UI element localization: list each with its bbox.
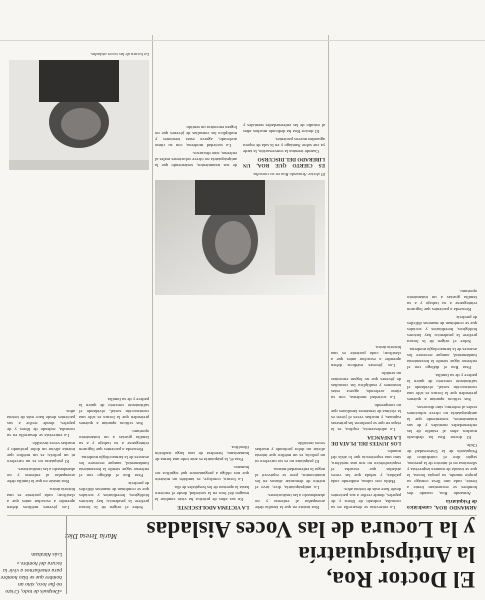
subhead-a: ARMANDO ROA, catedrático de Psiquiatría bbox=[407, 498, 477, 510]
column-6-paragraph-3: El psiquiatra no es un carcelero ni un policía; es un médico que intenta aliviar un dolor profundo y muchas veces invisible. bbox=[7, 441, 75, 464]
photo-group bbox=[9, 60, 149, 170]
column-2-paragraph-2: Habla con calma, midiendo cada palabra, y señala que las voces aisladas que escucha el esquizofrénico no son una metáfora, sino una experiencia que lo aísla del mundo. bbox=[331, 449, 401, 484]
epigraph-box bbox=[0, 516, 67, 594]
column-3-paragraph-2: La antipsiquiatría, dice, tuvo el mérito de denunciar abusos en los manicomios, pero se equivocó al negar la enfermedad misma. bbox=[255, 467, 325, 490]
title-line-2: la Antipsiquiatría bbox=[298, 542, 475, 567]
column-2-paragraph-3: La adolescencia, explica, es la etapa en que se producen las primeras rupturas, y muchas veces el joven es la víctima de tensiones familiares que no comprende. bbox=[331, 403, 401, 432]
title-line-3: y la Locura de las Voces Aisladas bbox=[146, 517, 475, 542]
photo-portrait bbox=[155, 180, 325, 295]
column-1-paragraph-3: Sus críticas apuntan a quienes pretenden que la locura es sólo una construcción social, olvidando el sufrimiento concreto de quien la padece y de su familia. bbox=[407, 373, 477, 402]
text-column-6 bbox=[7, 175, 75, 510]
column-5-paragraph-2: Para Roa el diálogo con el enfermo sigue siendo la herramienta fundamental, aunque reconoce los avances de la farmacología moderna. bbox=[79, 455, 149, 478]
text-column-lower bbox=[155, 33, 325, 168]
text-column-1 bbox=[407, 30, 477, 510]
column-1-paragraph-2: El doctor Roa ha dedicado muchos años al estudio de las enfermedades mentales y de sus tratamientos, sosteniendo que la antipsiquiatría no ofrece soluciones reales al enfermo, sino discursos. bbox=[407, 405, 477, 440]
subhead-b: LA VÍCTIMA ADOLESCENTE bbox=[177, 504, 249, 510]
article-author: María Teresa Díez bbox=[65, 532, 117, 540]
article-title bbox=[75, 517, 475, 592]
lower-paragraph-3: La sociedad moderna, con su ritmo acelerado, agrava estas tensiones y multiplica las consultas de jóvenes que no logran encontrar un sentido. bbox=[155, 125, 237, 148]
subhead-d: ES CIERTO QUE ROA, UN LIBERADO DEL DISCURSO bbox=[243, 156, 325, 168]
text-column-2 bbox=[331, 30, 401, 510]
column-6-paragraph-4: La entrevista se desarrolla en su consulta, rodeado de libros y de papeles, donde recibe a sus pacientes desde hace más de treinta años. bbox=[7, 409, 75, 438]
column-5-paragraph-1: Sobre el origen de la locura prefiere la prudencia: hay factores biológicos, hereditarios y sociales que se combinan de maneras difíciles de predecir. bbox=[79, 481, 149, 510]
lower-paragraph-2: El doctor Roa ha dedicado muchos años al estudio de las enfermedades mentales y de sus tratamientos, sosteniendo que la antipsiquiatría no ofrece soluciones reales al enfermo, sino discursos. bbox=[155, 123, 325, 168]
column-rule-2 bbox=[152, 35, 153, 510]
column-5-paragraph-4: Sus críticas apuntan a quienes pretenden que la locura es sólo una construcción social, olvidando el sufrimiento concreto de quien la padece y de su familia. bbox=[79, 397, 149, 426]
column-4-paragraph-2: La locura, concluye, es también un misterio que nos obliga a preguntarnos qué significa ser humano. bbox=[155, 465, 249, 482]
lower-paragraph-1: Cuando termina la conversación, la tarde ya cae sobre Santiago y en la sala de espera aguardan nuevos pacientes. bbox=[243, 137, 325, 154]
column-4-paragraph-1: En sus años de práctica ha visto cambiar la imagen del loco en la sociedad, desde el encierro hasta la apertura de los hospitales de día. bbox=[155, 485, 249, 502]
column-6-paragraph-1: Los jóvenes médicos deben aprender a escuchar antes que a clasificar; cada paciente es una historia única. bbox=[7, 487, 75, 510]
column-3-paragraph-3: El psiquiatra no es un carcelero ni un policía; es un médico que intenta aliviar un dolor profundo y muchas veces invisible. bbox=[255, 441, 325, 464]
photo-portrait-caption: El doctor Armando Roa en su consulta. bbox=[252, 172, 325, 177]
photo-group-caption: La locura de las voces aisladas. bbox=[90, 52, 149, 57]
column-2-paragraph-5: Los jóvenes médicos deben aprender a escuchar antes que a clasificar; cada paciente es una historia única. bbox=[331, 345, 401, 368]
column-4-paragraph-3: Para él, la psiquiatría es ante todo una forma de humanismo, heredera de una larga tradición filosófica. bbox=[155, 445, 249, 462]
column-3-paragraph-1: Roa insiste en que la familia debe acompañar al enfermo y no abandonarlo a las instituciones. bbox=[255, 493, 325, 510]
column-rule-1 bbox=[328, 35, 329, 510]
column-5-paragraph-3: Recuerda a pacientes que lograron reintegrarse a su trabajo y a su familia gracias a un tratamiento oportuno. bbox=[79, 429, 149, 452]
column-1-paragraph-2-cont: Sobre el origen de la locura prefiere la prudencia: hay factores biológicos, hereditarios y sociales que se combinan de maneras difíciles de predecir. bbox=[407, 315, 477, 344]
text-column-5 bbox=[79, 175, 149, 510]
text-column-4 bbox=[155, 300, 249, 510]
text-column-3 bbox=[255, 300, 325, 510]
photo-portrait-image bbox=[155, 180, 325, 295]
column-1-paragraph-3-cont: Recuerda a pacientes que lograron reintegrarse a su trabajo y a su familia gracias a un tratamiento oportuno. bbox=[407, 289, 477, 312]
epigraph-text: «Después de todo, Cristo no fue loco, sino un hombre que se hizo hombre para enseñarnos a vivir la locura del hombre.» bbox=[0, 560, 62, 594]
column-2-paragraph-4: La sociedad moderna, con su ritmo acelerado, agrava estas tensiones y multiplica las consultas de jóvenes que no logran encontrar un sentido. bbox=[331, 371, 401, 400]
column-1-paragraph-1: Armando Roa, cuando dos hombres se encuentran frente a frente, cada uno lleva consigo su propio mundo, su propia locura, la que se instala de manera imprevista y silenciosa en el interior de la persona, según dice el catedrático de Psiquiatría de la Universidad de Chile. bbox=[407, 443, 477, 496]
title-rule bbox=[7, 515, 477, 516]
fold-line bbox=[0, 40, 485, 41]
photo-group-image bbox=[9, 60, 149, 170]
subhead-c: LOS JUNTES DEL PLATA DE LA INFANCIA bbox=[331, 434, 401, 446]
epigraph-source: Luis Abraham bbox=[31, 551, 62, 557]
title-line-1: El Doctor Roa, bbox=[326, 567, 475, 592]
column-2-paragraph-1: La entrevista se desarrolla en su consulta, rodeado de libros y de papeles, donde recibe a sus pacientes desde hace más de treinta años. bbox=[331, 487, 401, 510]
column-6-paragraph-2: Roa insiste en que la familia debe acompañar al enfermo y no abandonarlo a las instituciones. bbox=[7, 467, 75, 484]
column-1-paragraph-1-cont: Para Roa el diálogo con el enfermo sigue siendo la herramienta fundamental, aunque reconoce los avances de la farmacología moderna. bbox=[407, 347, 477, 370]
